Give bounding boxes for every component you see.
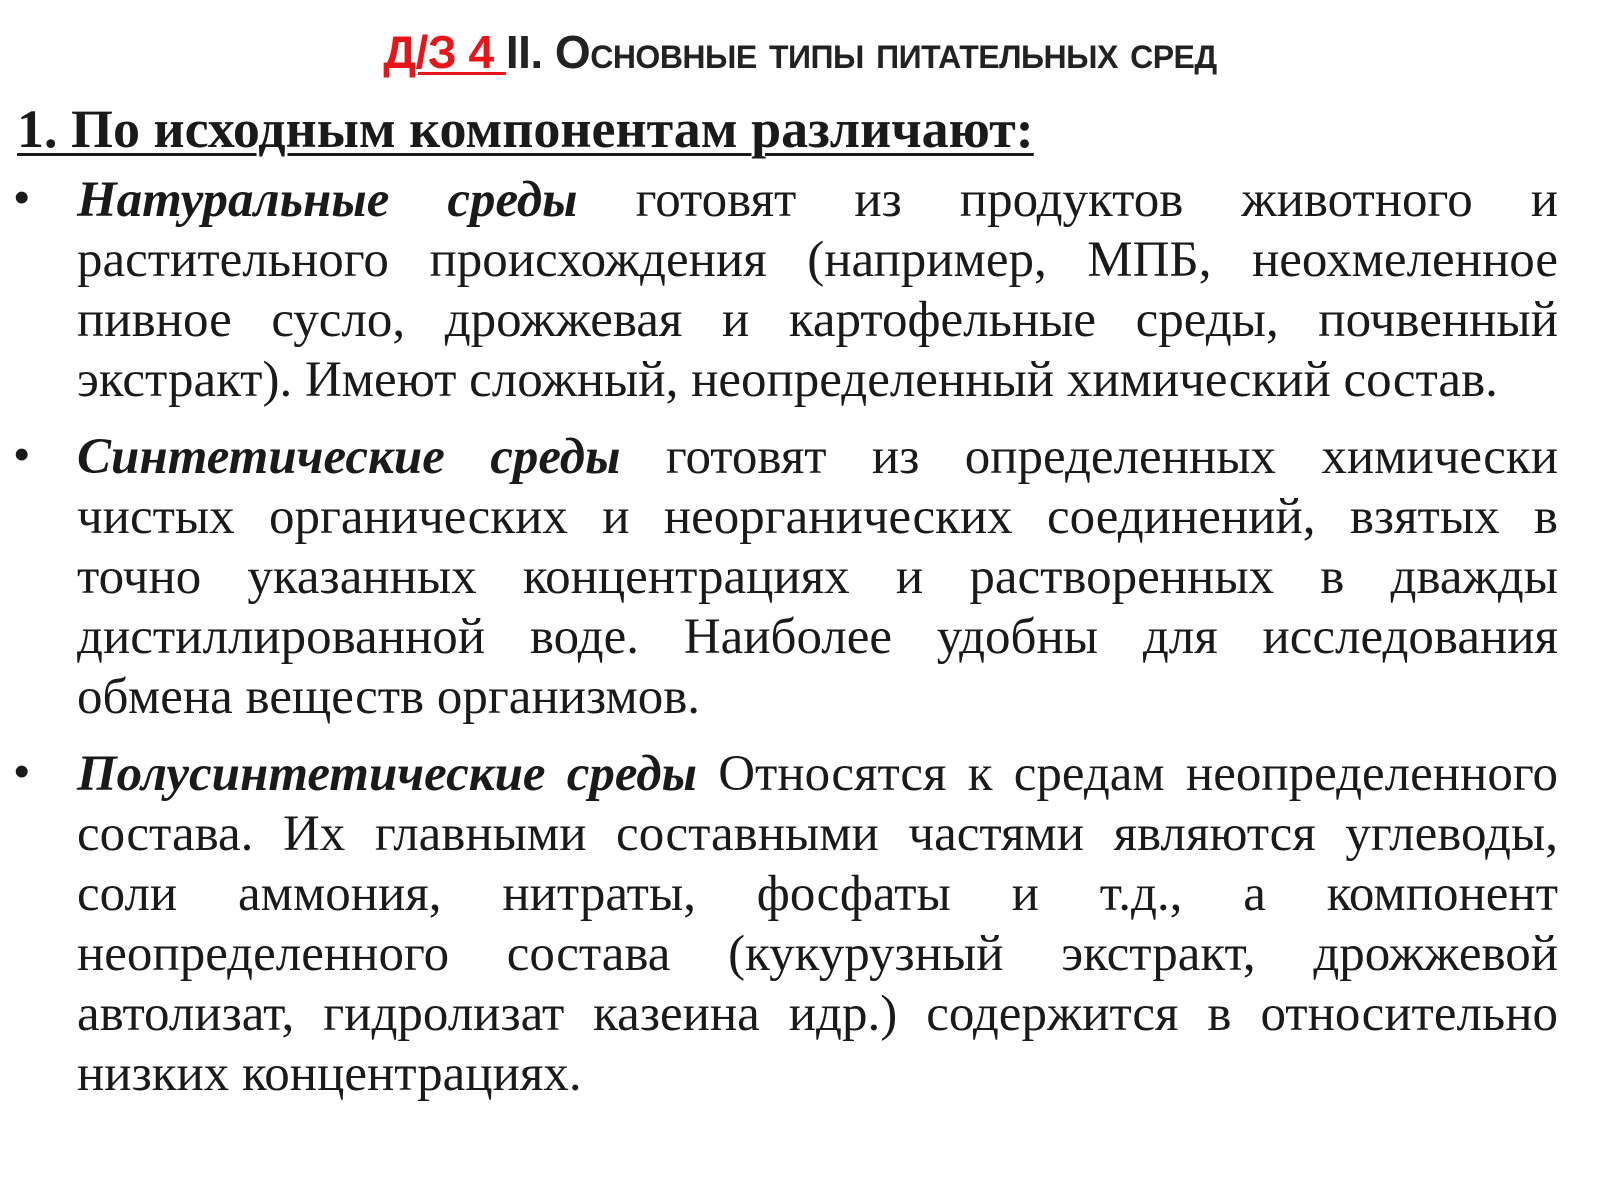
- bullet-icon: •: [14, 747, 30, 796]
- slide-title: [0, 24, 1600, 80]
- term-semisynthetic: Полусинтетические среды: [77, 746, 697, 802]
- section-heading: 1. По исходным компонентам различают:: [17, 99, 1034, 159]
- term-synthetic: Синтетические среды: [77, 429, 621, 485]
- term-natural: Натуральные среды: [77, 172, 578, 228]
- homework-tag: Д/З 4: [383, 26, 506, 78]
- list-item-synthetic: [0, 427, 1600, 727]
- list-item-natural: [0, 170, 1600, 410]
- description-synthetic: готовят из определенных химически чистых органических и неорганических соединений, взятых в точно указанных концентрациях и растворенных в дважды дистиллированной воде. Наиболее удобны для исследования обмена веществ организмов.: [77, 429, 1558, 725]
- media-types-list: [0, 170, 1600, 1121]
- bullet-icon: •: [14, 430, 30, 479]
- list-item-semisynthetic: [0, 744, 1600, 1104]
- title-text: II. Основные типы питательных сред: [505, 26, 1217, 78]
- bullet-icon: •: [14, 173, 30, 222]
- description-semisynthetic: Относятся к средам неопределенного состава. Их главными составными частями являются углеводы, соли аммония, нитраты, фосфаты и т.д., а компонент неопределенного состава (кукурузный экстракт, дрожжевой автолизат, гидролизат казеина идр.) содержится в относительно низких концентрациях.: [77, 746, 1558, 1102]
- description-natural: готовят из продуктов животного и растительного происхождения (например, МПБ, неохмеленное пивное сусло, дрожжевая и картофельные среды, почвенный экстракт). Имеют сложный, неопределенный химический состав.: [77, 172, 1558, 408]
